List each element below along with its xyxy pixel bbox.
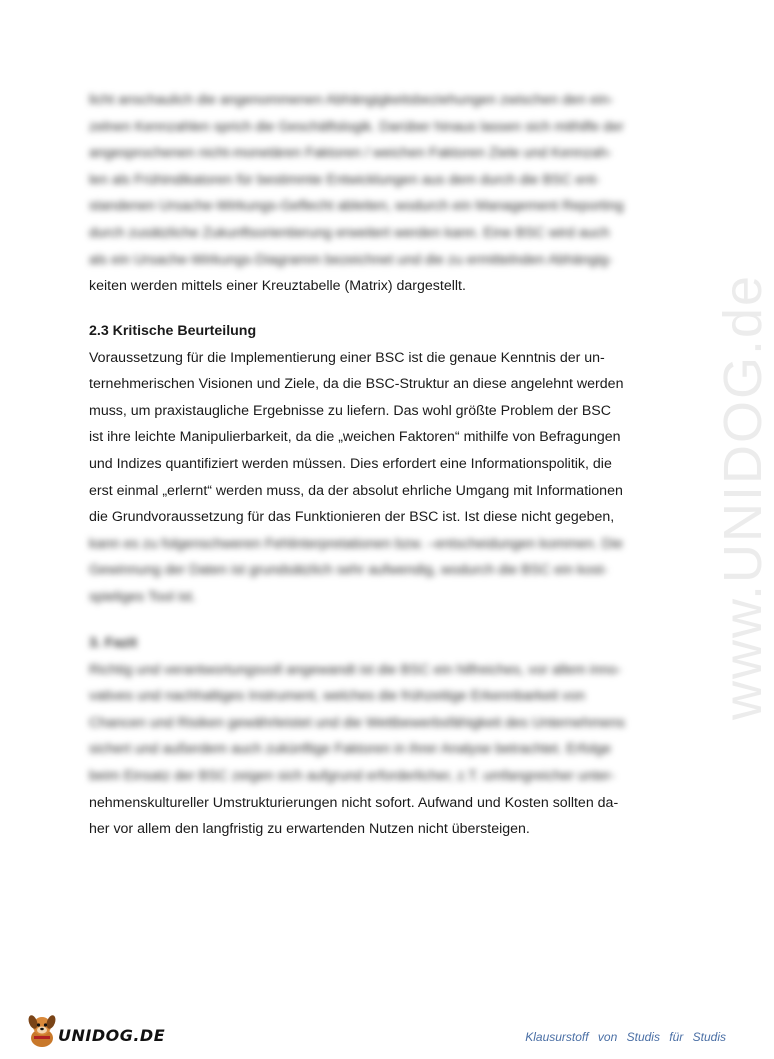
paragraph-intro	[89, 87, 661, 300]
blurred-line: spieliges Tool ist.	[89, 588, 196, 605]
text-line: erst einmal „erlernt“ werden muss, da der absolut ehrliche Umgang mit Informationen	[89, 482, 623, 499]
footer-tagline: Klausurstoff von Studis für Studis	[525, 1030, 726, 1044]
section-heading: 3. Fazit	[89, 635, 138, 651]
section-kritische-beurteilung	[89, 318, 661, 611]
blurred-line: Gewinnung der Daten ist grundsätzlich sehr aufwendig, wodurch die BSC ein kost-	[89, 562, 608, 579]
blurred-line: kann es zu folgenschweren Fehlinterpretationen bzw. –entscheidungen kommen. Die	[89, 535, 623, 552]
blurred-line: durch zusätzliche Zukunftsorientierung erweitert werden kann. Eine BSC wird auch	[89, 224, 610, 241]
blurred-line: sichert und außerdem auch zukünftige Faktoren in ihrer Analyse betrachtet. Erfolge	[89, 741, 612, 758]
blurred-line: beim Einsatz der BSC zeigen sich aufgrund erforderlicher, z.T. umfangreicher unter-	[89, 767, 615, 784]
watermark: www.UNIDOG.de	[713, 273, 773, 720]
text-line: keiten werden mittels einer Kreuztabelle (Matrix) dargestellt.	[89, 278, 466, 295]
text-line: muss, um praxistaugliche Ergebnisse zu liefern. Das wohl größte Problem der BSC	[89, 402, 612, 419]
text-line: Voraussetzung für die Implementierung einer BSC ist die genaue Kenntnis der un-	[89, 349, 605, 366]
blurred-line: zelnen Kennzahlen sprich die Geschäftslogik. Darüber hinaus lassen sich mithilfe der	[89, 118, 624, 135]
unidog-logo[interactable]	[22, 1010, 165, 1050]
section-fazit	[89, 630, 661, 843]
dog-mascot-icon	[22, 1010, 62, 1050]
section-heading: 2.3 Kritische Beurteilung	[89, 323, 257, 339]
text-line: ist ihre leichte Manipulierbarkeit, da die „weichen Faktoren“ mithilfe von Befragungen	[89, 429, 621, 446]
blurred-line: len als Frühindikatoren für bestimmte Entwicklungen aus dem durch die BSC ent-	[89, 171, 600, 188]
blurred-line: standenen Ursache-Wirkungs-Geflecht ableiten, wodurch ein Management Reporting	[89, 198, 624, 215]
brand-name: UNIDOG.DE	[58, 1025, 166, 1045]
text-line: nehmenskultureller Umstrukturierungen nicht sofort. Aufwand und Kosten sollten da-	[89, 794, 619, 811]
blurred-line: angesprochenen nicht-monetären Faktoren / weichen Faktoren Ziele und Kennzah-	[89, 145, 612, 162]
text-line: die Grundvoraussetzung für das Funktionieren der BSC ist. Ist diese nicht gegeben,	[89, 509, 615, 526]
text-line: her vor allem den langfristig zu erwartenden Nutzen nicht übersteigen.	[89, 821, 530, 838]
text-line: und Indizes quantifiziert werden müssen. Dies erfordert eine Informationspolitik, die	[89, 455, 612, 472]
blurred-line: Chancen und Risiken gewährleistet und die Wettbewerbsfähigkeit des Unternehmens	[89, 714, 626, 731]
blurred-line: als ein Ursache-Wirkungs-Diagramm bezeichnet und die zu ermittelnden Abhängig-	[89, 251, 613, 268]
text-line: ternehmerischen Visionen und Ziele, da die BSC-Struktur an diese angelehnt werden	[89, 376, 624, 393]
blurred-line: licht anschaulich die angenommenen Abhängigkeitsbeziehungen zwischen den ein-	[89, 92, 614, 108]
blurred-line: vatives und nachhaltiges Instrument, welches die frühzeitige Erkennbarkeit von	[89, 688, 586, 705]
blurred-line: Richtig und verantwortungsvoll angewandt ist die BSC ein hilfreiches, vor allem inno-	[89, 661, 622, 678]
